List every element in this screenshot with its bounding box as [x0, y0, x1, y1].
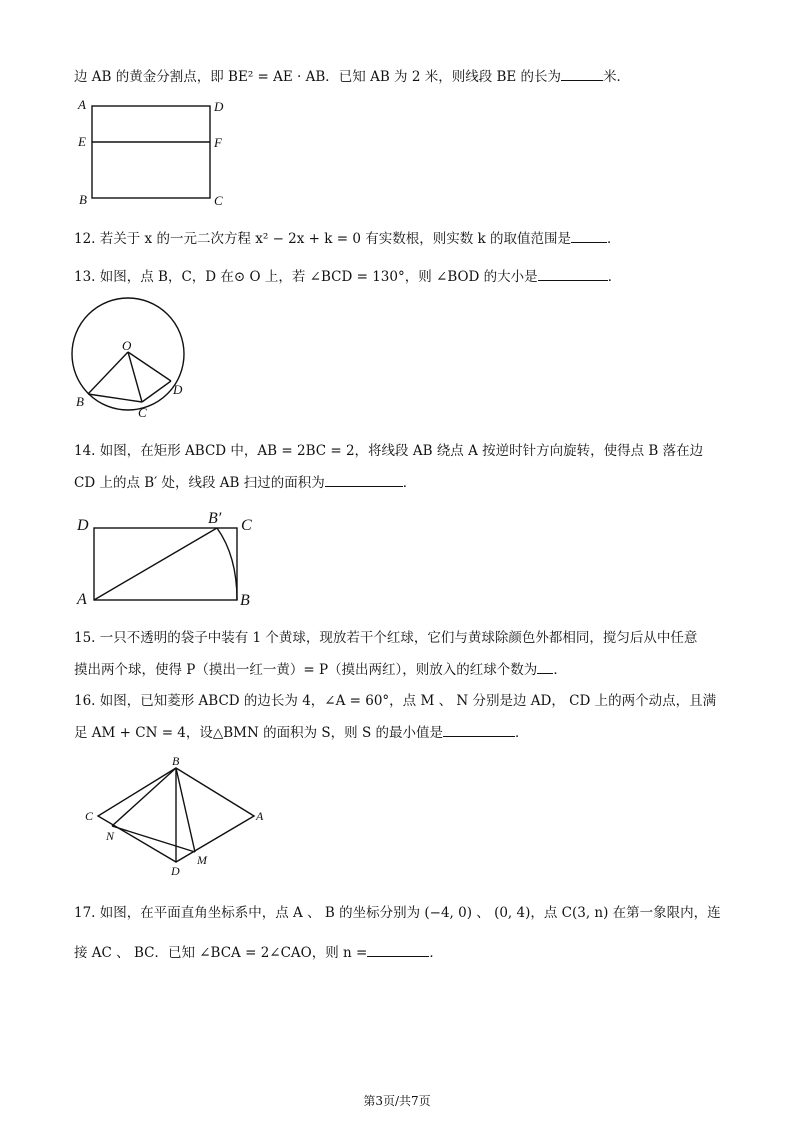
- q13-period: ．: [607, 269, 622, 285]
- label-m: M: [197, 853, 207, 867]
- label-o: O: [122, 338, 132, 353]
- q17-period: ．: [429, 945, 443, 961]
- q12-text: 12. 若关于 x 的一元二次方程 x² − 2x + k = 0 有实数根，则实数 k 的取值范围是: [74, 231, 571, 247]
- label-b: B: [172, 756, 180, 768]
- label-b: B: [240, 592, 250, 606]
- q15-answer-blank: [537, 659, 553, 674]
- q11-unit: 米．: [603, 69, 631, 85]
- figure-q13-circle: [68, 296, 198, 421]
- q15-text-2: 摸出两个球，使得 P（摸出一红一黄）= P（摸出两红），则放入的红球个数为: [74, 662, 538, 678]
- q16-text-2: 足 AM + CN = 4，设△BMN 的面积为 S，则 S 的最小值是: [74, 725, 443, 741]
- q17-text-2: 接 AC 、 BC．已知 ∠BCA = 2∠CAO，则 n =: [74, 945, 368, 961]
- q14-text-2: CD 上的点 B′ 处，线段 AB 扫过的面积为: [74, 475, 325, 491]
- label-c: C: [138, 405, 147, 420]
- q13-text: 13. 如图，点 B，C，D 在⊙ O 上，若 ∠BCD = 130°，则 ∠BOD 的大小是: [74, 269, 538, 285]
- label-b: B: [79, 192, 87, 207]
- arc-swept: [217, 528, 237, 600]
- segment-cd: [142, 381, 171, 402]
- page-footer: 第3页/共7页: [363, 1094, 431, 1108]
- segment-bm: [176, 768, 195, 852]
- segment-ab-prime: [94, 528, 217, 600]
- q16-period: ．: [514, 725, 529, 741]
- segment-ob: [88, 352, 128, 394]
- label-d: D: [214, 99, 224, 114]
- q16-text-1: 16. 如图，已知菱形 ABCD 的边长为 4，∠A = 60°，点 M 、 N 分别是边 AD， CD 上的两个动点，且满: [74, 693, 717, 709]
- label-d: D: [77, 517, 89, 534]
- q12-answer-blank: [571, 228, 607, 243]
- q11-text: 边 AB 的黄金分割点，即 BE² = AE · AB．已知 AB 为 2 米，则线段 BE 的长为: [74, 69, 562, 85]
- figure-q11-rectangle: [74, 96, 254, 211]
- q17-answer-blank: [367, 942, 429, 957]
- label-f: F: [214, 135, 222, 150]
- q16-line-2: [74, 722, 528, 743]
- q12-line: [74, 228, 620, 249]
- q16-line-1: [74, 691, 716, 711]
- label-c: C: [85, 809, 94, 823]
- label-b: B: [76, 394, 84, 409]
- q12-period: ．: [606, 231, 621, 247]
- label-c: C: [241, 517, 252, 534]
- figure-q16-rhombus: [82, 756, 272, 881]
- figure-q14-rectangle: [74, 506, 264, 606]
- q14-text-1: 14. 如图，在矩形 ABCD 中，AB = 2BC = 2，将线段 AB 绕点 A 按逆时针方向旋转，使得点 B 落在边: [74, 443, 704, 459]
- q14-answer-blank: [325, 472, 403, 487]
- q16-answer-blank: [443, 722, 515, 737]
- q17-line-2: [74, 942, 443, 963]
- q17-text-1: 17. 如图，在平面直角坐标系中，点 A 、 B 的坐标分别为 (−4, 0) 、 (0, 4)，点 C(3, n) 在第一象限内，连: [74, 905, 721, 921]
- label-a: A: [256, 809, 264, 823]
- q15-line-1: [74, 628, 697, 648]
- q11-text-line: [74, 66, 630, 87]
- label-d: D: [173, 382, 183, 397]
- q14-period: ．: [402, 475, 417, 491]
- label-b-prime: B′: [208, 510, 222, 527]
- q14-line-1: [74, 441, 703, 461]
- q15-period: ．: [553, 662, 567, 678]
- label-d: D: [171, 864, 180, 878]
- rect-abcd: [94, 528, 237, 600]
- q15-line-2: [74, 659, 567, 680]
- label-n: N: [106, 829, 115, 843]
- label-a: A: [77, 591, 87, 606]
- q14-line-2: [74, 472, 416, 493]
- label-a: A: [78, 97, 86, 112]
- label-e: E: [78, 134, 86, 149]
- q13-line: [74, 266, 621, 287]
- rect-abcd: [92, 106, 210, 198]
- q11-answer-blank: [561, 66, 603, 81]
- label-c: C: [214, 193, 223, 208]
- segment-bn: [112, 768, 176, 826]
- q15-text-1: 15. 一只不透明的袋子中装有 1 个黄球，现放若干个红球，它们与黄球除颜色外都相同，搅匀后从中任意: [74, 630, 698, 646]
- q17-line-1: [74, 903, 721, 923]
- q13-answer-blank: [538, 266, 608, 281]
